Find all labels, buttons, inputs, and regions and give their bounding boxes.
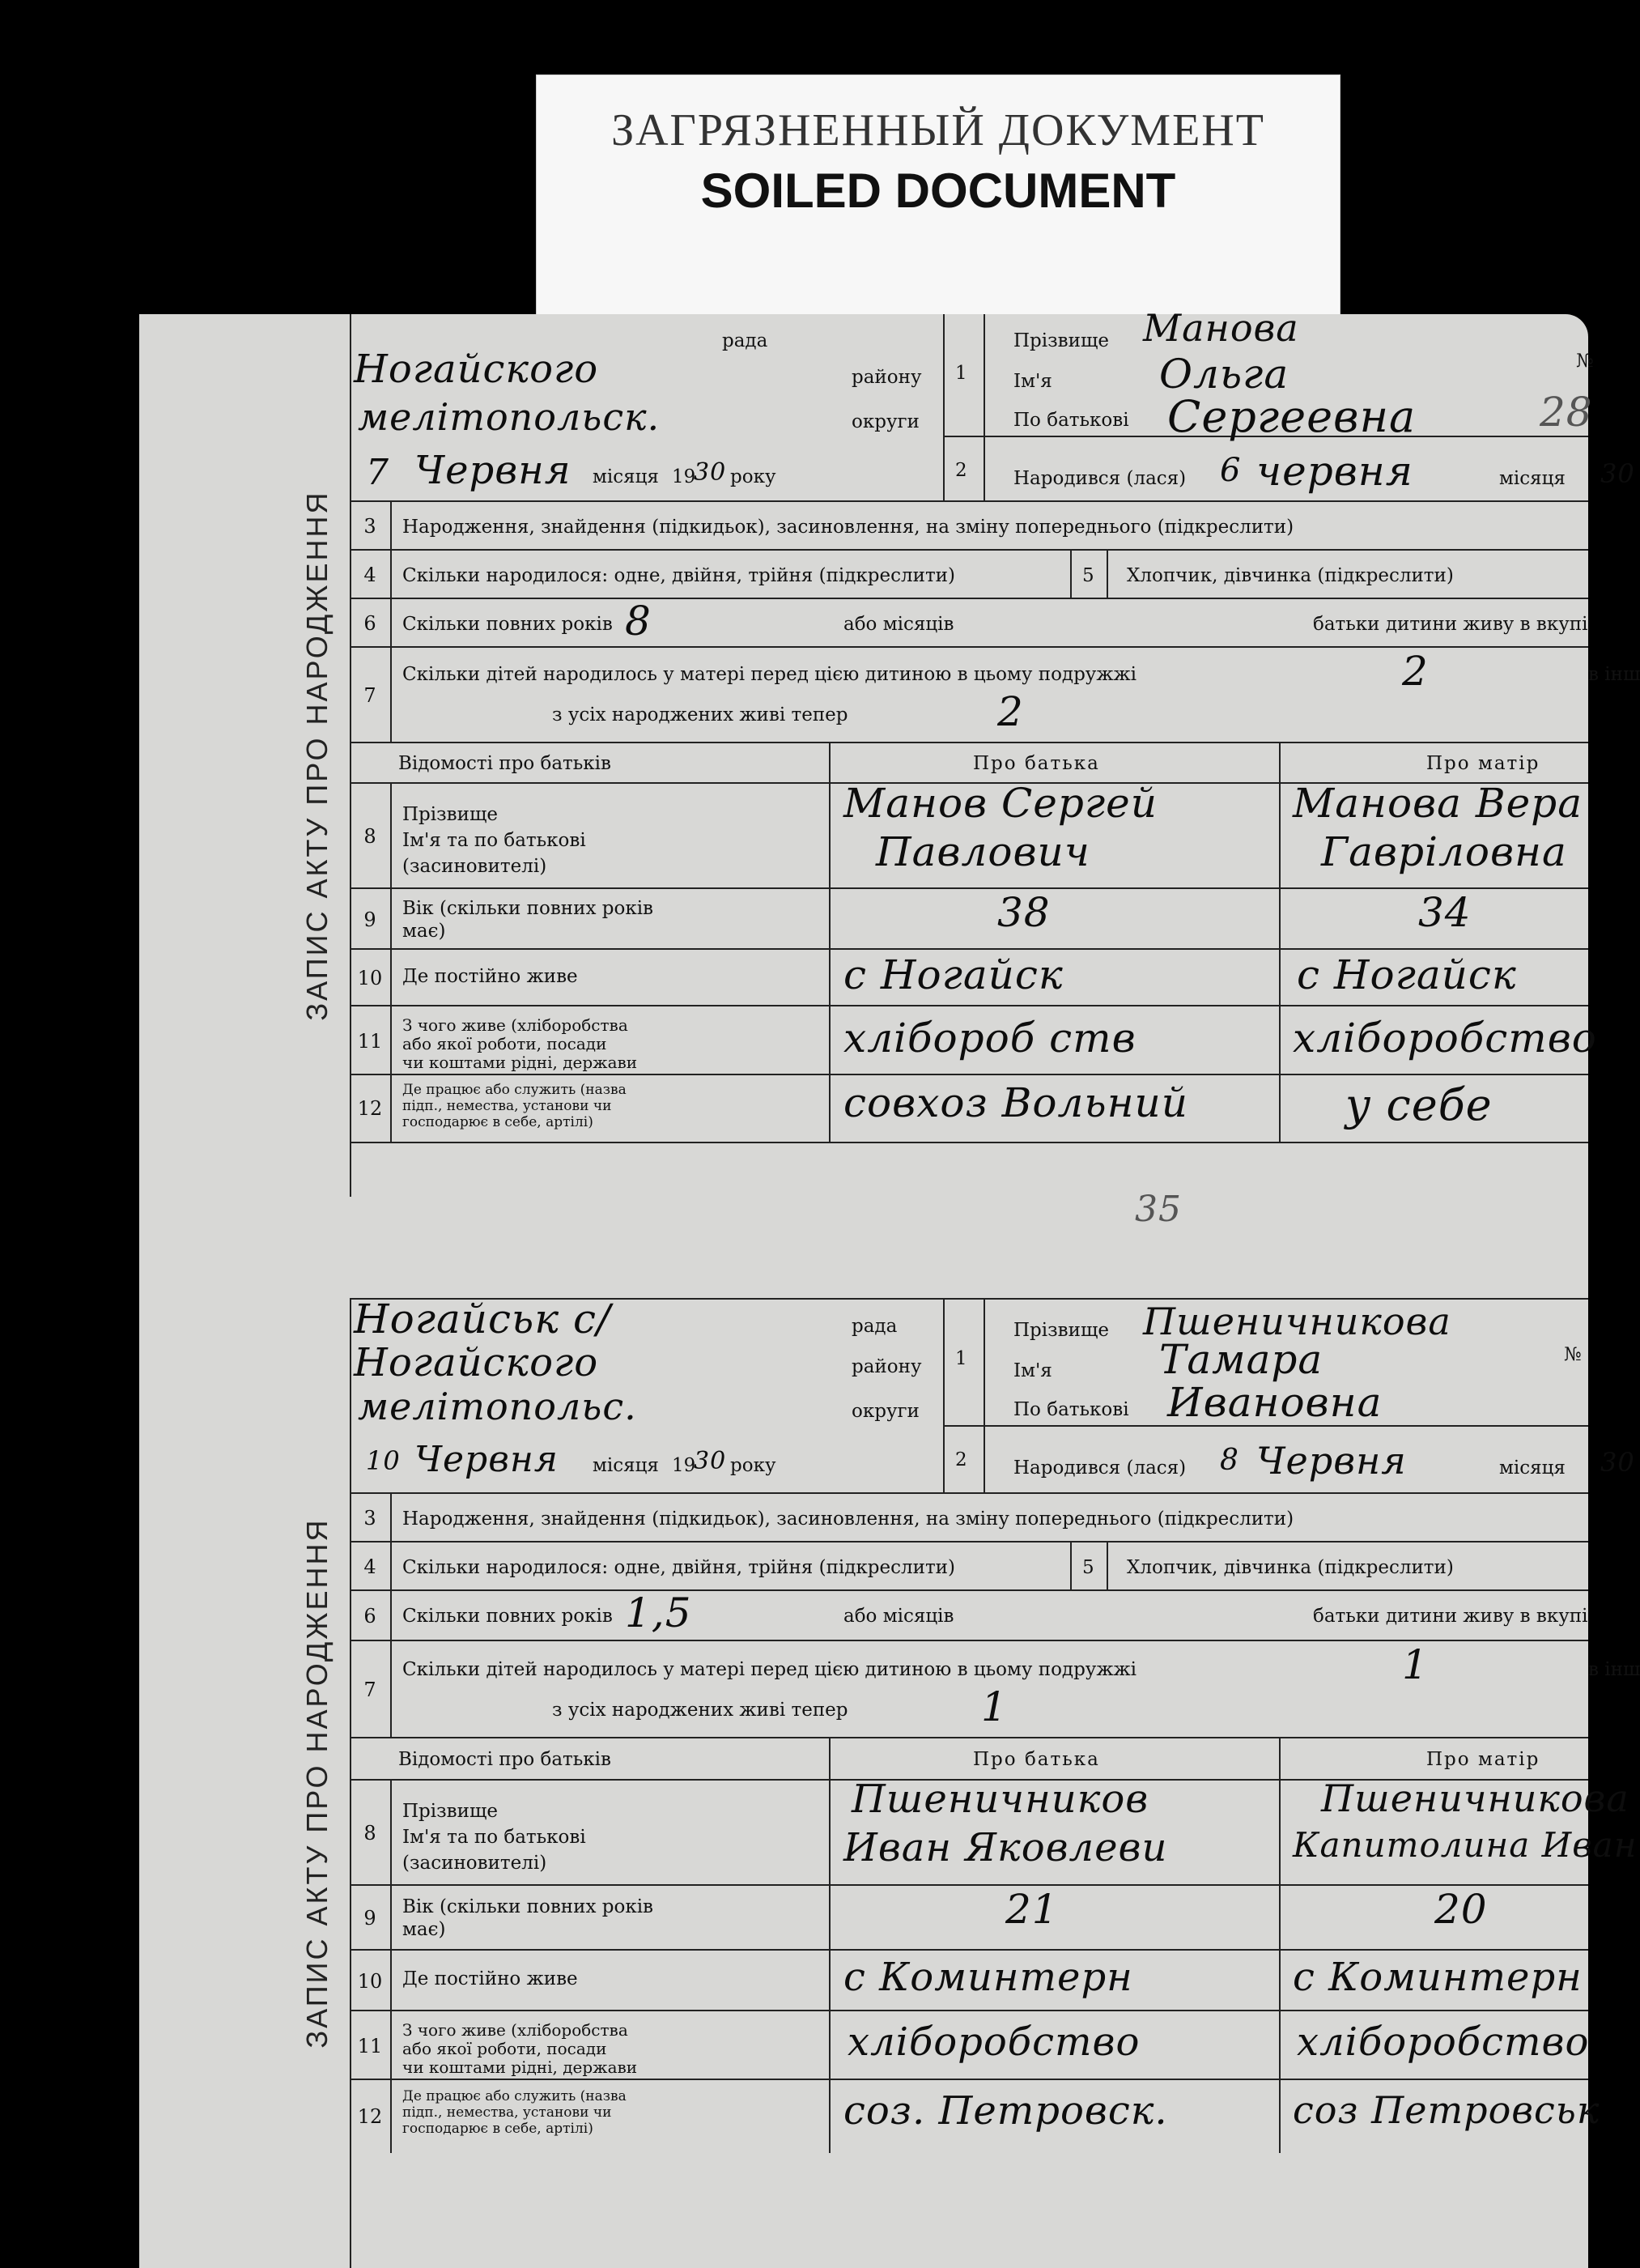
row9-label: Вік (скільки повних років має): [402, 898, 653, 942]
row-4: 4 Скільки народилося: одне, двійня, трійня (підкреслити) 5 Хлопчик, дівчинка (підкреслити): [350, 549, 1588, 599]
born-month: червня: [1256, 448, 1413, 495]
row-12: 12 Де працює або служить (назва підп., немества, установи чи господарює в себе, артілі) соз. Петровск. соз Петровськ: [350, 2079, 1588, 2153]
row11-label: З чого живе (хліборобства або якої роботи, посади чи коштами рідні, держави: [402, 1015, 638, 1072]
mother-age: 34: [1418, 889, 1472, 936]
row-6: 6 Скільки повних років 1,5 або місяців батьки дитини живу в вкупі: [350, 1589, 1588, 1641]
reg-day: 7: [366, 452, 389, 493]
born-day: 8: [1220, 1444, 1239, 1477]
mother-workplace: соз Петровськ: [1293, 2088, 1600, 2132]
raion-handwritten: Ногайского: [354, 347, 599, 392]
father-residence: с Коминтерн: [843, 1955, 1133, 2000]
born-label: Народився (лася): [1013, 468, 1187, 489]
row7-children-before: 2: [1402, 648, 1429, 695]
row7-children-before: 1: [1402, 1641, 1429, 1688]
row10-label: Де постійно живе: [402, 1968, 578, 1989]
parents-header: [350, 1737, 1588, 1781]
row9-label: Вік (скільки повних років має): [402, 1896, 653, 1940]
okrug-handwritten: мелітопольск.: [358, 395, 661, 439]
row-12: 12 Де працює або служить (назва підп., немества, установи чи господарює в себе, артілі) совхоз Вольний у себе: [350, 1074, 1588, 1143]
row-3: 3 Народження, знайдення (підкидьок), засиновлення, на зміну попереднього (підкреслити): [350, 500, 1588, 551]
child-patronymic: Ивановна: [1167, 1379, 1383, 1426]
okrug-label: округи: [852, 1401, 920, 1422]
row6-together-label: батьки дитини живу в вкупі: [1313, 1606, 1588, 1627]
row-10: 10 Де постійно живе с Коминтерн с Коминтерн: [350, 1949, 1588, 2011]
patronymic-label: По батькові: [1013, 410, 1129, 431]
record-side-title: ЗАПИС АКТУ ПРО НАРОДЖЕННЯ: [285, 314, 351, 1197]
row6-label: Скільки повних років: [402, 614, 613, 635]
parents-header: [350, 742, 1588, 784]
father-workplace: соз. Петровск.: [843, 2088, 1168, 2134]
row-11: 11 З чого живе (хліборобства або якої роботи, посади чи коштами рідні, держави хлібороб ств хлiборобство: [350, 1005, 1588, 1075]
row-6: 6 Скільки повних років 8 або місяців батьки дитини живу в вкупі: [350, 598, 1588, 648]
reg-year: 30: [694, 458, 727, 487]
parents-header-label: Відомості про батьків: [398, 753, 611, 774]
father-workplace: совхоз Вольний: [843, 1079, 1188, 1126]
row6-months-label: або місяців: [843, 1606, 954, 1627]
raion-label: району: [852, 367, 922, 388]
father-name-line2: Павлович: [876, 828, 1090, 875]
row7-label: Скільки дітей народилось у матері перед цією дитиною в цьому подружжі: [402, 1659, 1137, 1680]
raion-label: району: [852, 1356, 922, 1377]
mother-occupation: хлiборобство: [1293, 1015, 1597, 1062]
row6-months-label: або місяців: [843, 614, 954, 635]
rada-label: рада: [722, 330, 768, 351]
row5-text: Хлопчик, дівчинка (підкреслити): [1127, 1557, 1454, 1578]
roku-label: року: [730, 466, 776, 487]
mother-name-line2: Капитолина Иван: [1293, 1825, 1638, 1865]
row8-label: Прізвище Ім'я та по батькові (засиновителі): [402, 1801, 586, 1874]
born-misyatsia: місяця: [1499, 468, 1566, 489]
mother-name-line1: Манова Вера: [1293, 780, 1583, 827]
father-occupation: хлібороб ств: [843, 1015, 1137, 1062]
row-9: 9 Вік (скільки повних років має) 38 34: [350, 887, 1588, 950]
father-name-line1: Манов Сергей: [843, 780, 1158, 827]
child-surname: Манова: [1143, 306, 1299, 350]
born-year: 30: [1600, 458, 1635, 489]
margin-note: 35: [1135, 1189, 1182, 1230]
row-number-1: 1: [955, 363, 967, 384]
row4-text: Скільки народилося: одне, двійня, трійня (підкреслити): [402, 565, 955, 586]
row7-alive: 2: [997, 688, 1024, 735]
okrug-handwritten: мелітопольс.: [358, 1385, 637, 1428]
row7-label: Скільки дітей народилось у матері перед цією дитиною в цьому подружжі: [402, 664, 1137, 685]
child-name: Ольга: [1159, 351, 1289, 398]
row12-label: Де працює або служить (назва підп., немества, установи чи господарює в себе, артілі): [402, 2088, 627, 2137]
row-11: 11 З чого живе (хліборобства або якої роботи, посади чи коштами рідні, держави хлiборобство хлiборобство: [350, 2010, 1588, 2080]
born-month: Червня: [1256, 1439, 1407, 1483]
birth-record-2: [139, 1296, 1640, 2268]
surname-label: Прізвище: [1013, 1320, 1109, 1341]
row6-years: 8: [625, 598, 652, 645]
father-name-line2: Иван Яковлеви: [843, 1825, 1168, 1870]
father-name-line1: Пшеничников: [852, 1777, 1149, 1822]
row7-alive-label: з усіх народжених живі тепер: [552, 704, 848, 726]
row6-together-label: батьки дитини живу в вкупі: [1313, 614, 1588, 635]
father-header: Про батька: [973, 1749, 1100, 1770]
born-label: Народився (лася): [1013, 1457, 1187, 1479]
born-misyatsia: місяця: [1499, 1457, 1566, 1479]
reg-day: 10: [366, 1445, 401, 1476]
father-residence: с Ногайск: [843, 951, 1064, 998]
header-row: [350, 306, 1635, 500]
stamp-russian-text: ЗАГРЯЗНЕННЫЙ ДОКУМЕНТ: [611, 105, 1265, 155]
row10-label: Де постійно живе: [402, 966, 578, 987]
mother-header: Про матір: [1426, 753, 1540, 774]
child-surname: Пшеничникова: [1143, 1300, 1451, 1343]
row8-label: Прізвище Ім'я та по батькові (засиновителі): [402, 804, 586, 877]
mother-residence: с Ногайск: [1297, 951, 1517, 998]
row-8: 8 Прізвище Ім'я та по батькові (засиновителі) Пшеничников Иван Яковлеви Пшеничникова Капитолина Иван: [350, 1779, 1588, 1886]
mother-name-line2: Гаврiловна: [1321, 828, 1567, 875]
year-prefix: 19: [672, 466, 696, 487]
patronymic-label: По батькові: [1013, 1399, 1129, 1420]
born-day: 6: [1220, 452, 1242, 489]
father-age: 38: [997, 889, 1051, 936]
mother-workplace: у себе: [1345, 1079, 1493, 1130]
reg-year: 30: [694, 1447, 727, 1475]
born-year: 30: [1600, 1447, 1635, 1478]
number-label: №: [1576, 351, 1594, 372]
birth-record-1: [139, 306, 1640, 1197]
reg-month: Червня: [414, 448, 571, 493]
row-10: 10 Де постійно живе с Ногайск с Ногайск: [350, 948, 1588, 1006]
misyatsia-label: місяця: [593, 1455, 659, 1476]
row-9: 9 Вік (скільки повних років має) 21 20: [350, 1884, 1588, 1951]
record-page: [139, 306, 1640, 2268]
divider: [984, 314, 985, 500]
mother-age: 20: [1434, 1886, 1488, 1933]
roku-label: року: [730, 1455, 776, 1476]
child-patronymic: Сергеевна: [1167, 391, 1417, 442]
row-number-2: 2: [955, 460, 967, 481]
row6-years: 1,5: [625, 1589, 692, 1636]
row-8: 8 Прізвище Ім'я та по батькові (засиновителі) Манов Сергей Павлович Манова Вера Гаврiловна: [350, 782, 1588, 889]
parents-header-label: Відомості про батьків: [398, 1749, 611, 1770]
mother-residence: с Коминтерн: [1293, 1955, 1583, 2000]
divider: [943, 314, 945, 500]
reg-month: Червня: [414, 1439, 559, 1480]
surname-label: Прізвище: [1013, 330, 1109, 351]
row6-label: Скільки повних років: [402, 1606, 613, 1627]
row3-text: Народження, знайдення (підкидьок), засиновлення, на зміну попереднього (підкреслити): [402, 517, 1294, 538]
name-label: Ім'я: [1013, 1360, 1052, 1381]
row-3: 3 Народження, знайдення (підкидьок), засиновлення, на зміну попереднього (підкреслити): [350, 1492, 1588, 1542]
father-age: 21: [1005, 1886, 1059, 1933]
child-name: Тамара: [1159, 1336, 1323, 1383]
row7-alive-label: з усіх народжених живі тепер: [552, 1700, 848, 1721]
raion-handwritten: Ногайского: [354, 1340, 599, 1385]
row-4: 4 Скільки народилося: одне, двійня, трійня (підкреслити) 5 Хлопчик, дівчинка (підкреслити): [350, 1541, 1588, 1591]
soiled-document-stamp: [536, 74, 1340, 334]
mother-occupation: хлiборобство: [1297, 2019, 1590, 2065]
row7-other: в інш: [1588, 664, 1640, 685]
row11-label: З чого живе (хліборобства або якої роботи, посади чи коштами рідні, держави: [402, 2020, 638, 2077]
number-label: №: [1564, 1344, 1582, 1365]
mother-name-line1: Пшеничникова: [1321, 1777, 1629, 1820]
row3-text: Народження, знайдення (підкидьок), засиновлення, на зміну попереднього (підкреслити): [402, 1508, 1294, 1530]
rada-label: рада: [852, 1316, 898, 1337]
name-label: Ім'я: [1013, 371, 1052, 392]
rada-handwritten: Ногайськ с/: [354, 1296, 611, 1343]
misyatsia-label: місяця: [593, 466, 659, 487]
father-occupation: хлiборобство: [848, 2019, 1141, 2065]
row7-alive: 1: [981, 1683, 1008, 1730]
year-prefix: 19: [672, 1455, 696, 1476]
record-number: 28: [1540, 389, 1593, 436]
header-row: Ногайськ с/ рада Ногайского району мелітопольс. округи 10 Червня місяця 19 30 року 1 2 Прізвище Пшеничникова Ім'я Тамара По батькові Ивановна № Народився (лася) 8 Червня місяця 30: [350, 1298, 1588, 1494]
stamp-english-text: SOILED DOCUMENT: [700, 164, 1176, 218]
row7-other: в інш: [1588, 1659, 1640, 1680]
row-7: 7 Скільки дітей народилось у матері перед цією дитиною в цьому подружжі 1 в інш з усіх народжених живі тепер 1: [350, 1640, 1588, 1738]
okrug-label: округи: [852, 411, 920, 432]
row-7: 7 Скільки дітей народилось у матері перед цією дитиною в цьому подружжі 2 в інш з усіх народжених живі тепер 2: [350, 646, 1588, 743]
record-side-title: ЗАПИС АКТУ ПРО НАРОДЖЕННЯ: [285, 1298, 351, 2268]
row5-text: Хлопчик, дівчинка (підкреслити): [1127, 565, 1454, 586]
mother-header: Про матір: [1426, 1749, 1540, 1770]
father-header: Про батька: [973, 753, 1100, 774]
row4-text: Скільки народилося: одне, двійня, трійня (підкреслити): [402, 1557, 955, 1578]
row12-label: Де працює або служить (назва підп., немества, установи чи господарює в себе, артілі): [402, 1082, 627, 1130]
